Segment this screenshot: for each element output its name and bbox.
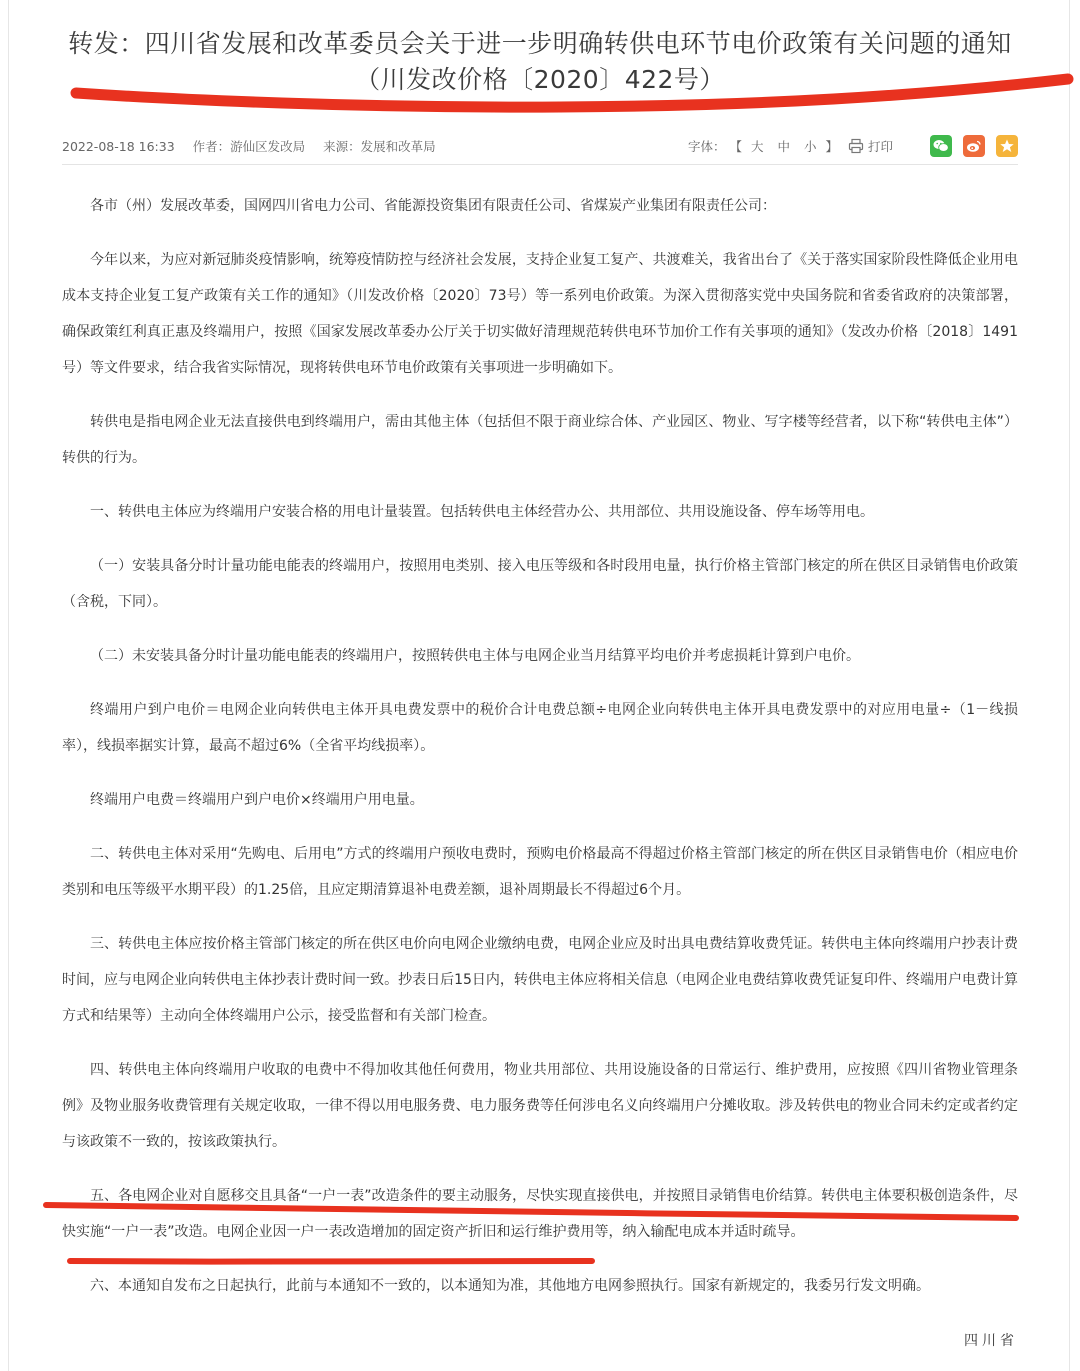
meta-info bbox=[62, 137, 450, 155]
print-label: 打印 bbox=[867, 139, 893, 154]
print-button[interactable] bbox=[848, 137, 893, 155]
article-meta-bar bbox=[62, 130, 1018, 165]
printer-icon bbox=[848, 138, 864, 154]
paragraph-salutation: 各市（州）发展改革委，国网四川省电力公司、省能源投资集团有限责任公司、省煤炭产业集团有限责任公司： bbox=[90, 198, 776, 214]
font-size-label: 字体： bbox=[687, 139, 726, 154]
paragraph-item-1: 一、转供电主体应为终端用户安装合格的用电计量装置。包括转供电主体经营办公、共用部位、共用设施设备、停车场等用电。 bbox=[90, 504, 874, 520]
paragraph-background: 今年以来，为应对新冠肺炎疫情影响，统筹疫情防控与经济社会发展，支持企业复工复产、共渡难关，我省出台了《关于落实国家阶段性降低企业用电成本支持企业复工复产政策有关工作的通知》（川发改价格〔2020〕73号）等一系列电价政策。为深入贯彻落实党中央国务院和省委省政府的决策部署，确保政策红利真正惠及终端用户，按照《国家发展改革委办公厅关于切实做好清理规范转供电环节加价工作有关事项的通知》（发改办价格〔2018〕1491号）等文件要求，结合我省实际情况，现将转供电环节电价政策有关事项进一步明确如下。 bbox=[62, 252, 1018, 376]
bracket-close: 】 bbox=[825, 139, 838, 154]
font-size-control bbox=[688, 137, 838, 155]
author-label: 作者：游仙区发改局 bbox=[192, 139, 306, 154]
toolbar bbox=[688, 132, 1018, 160]
paragraph-definition: 转供电是指电网企业无法直接供电到终端用户，需由其他主体（包括但不限于商业综合体、产业园区、物业、写字楼等经营者，以下称“转供电主体”）转供的行为。 bbox=[62, 414, 1018, 466]
article-doc-number: （川发改价格〔2020〕422号） bbox=[355, 65, 725, 94]
share-wechat-button[interactable] bbox=[930, 135, 952, 157]
share-qzone-button[interactable] bbox=[996, 135, 1018, 157]
source-label: 来源：发展和改革局 bbox=[323, 139, 436, 154]
paragraph-item-5: 五、各电网企业对自愿移交且具备“一户一表”改造条件的要主动服务，尽快实现直接供电，并按照目录销售电价结算。转供电主体要积极创造条件，尽快实施“一户一表”改造。电网企业因一户一表改造增加的固定资产折旧和运行维护费用等，纳入输配电成本并适时疏导。 bbox=[62, 1188, 1018, 1240]
paragraph-price-formula: 终端用户到户电价＝电网企业向转供电主体开具电费发票中的税价合计电费总额÷电网企业向转供电主体开具电费发票中的对应用电量÷（1－线损率），线损率据实计算，最高不超过6%（全省平均线损率）。 bbox=[62, 702, 1018, 754]
paragraph-item-2: 二、转供电主体对采用“先购电、后用电”方式的终端用户预收电费时，预购电价格最高不得超过价格主管部门核定的所在供区目录销售电价（相应电价类别和电压等级平水期平段）的1.25倍，且应定期清算退补电费差额，退补周期最长不得超过6个月。 bbox=[62, 846, 1018, 898]
wechat-icon bbox=[933, 139, 949, 153]
article-body bbox=[62, 188, 1018, 1322]
paragraph-item-3: 三、转供电主体应按价格主管部门核定的所在供区电价向电网企业缴纳电费，电网企业应及时出具电费结算收费凭证。转供电主体向终端用户抄表计费时间，应与电网企业向转供电主体抄表计费时间一致。抄表日后15日内，转供电主体应将相关信息（电网企业电费结算收费凭证复印件、终端用户电费计算方式和结果等）主动向全体终端用户公示，接受监督和有关部门检查。 bbox=[62, 936, 1018, 1024]
font-size-small-button[interactable]: 小 bbox=[803, 139, 817, 154]
paragraph-item-6: 六、本通知自发布之日起执行，此前与本通知不一致的，以本通知为准，其他地方电网参照执行。国家有新规定的，我委另行发文明确。 bbox=[90, 1278, 930, 1294]
article-title: 转发：四川省发展和改革委员会关于进一步明确转供电环节电价政策有关问题的通知 bbox=[68, 29, 1012, 58]
paragraph-fee-formula: 终端用户电费＝终端用户到户电价×终端用户用电量。 bbox=[90, 792, 424, 808]
signature: 四川省 bbox=[964, 1333, 1018, 1349]
publish-datetime: 2022-08-18 16:33 bbox=[62, 139, 175, 154]
qzone-star-icon bbox=[999, 138, 1015, 154]
share-weibo-button[interactable] bbox=[963, 135, 985, 157]
paragraph-item-4: 四、转供电主体向终端用户收取的电费中不得加收其他任何费用，物业共用部位、共用设施设备的日常运行、维护费用，应按照《四川省物业管理条例》及物业服务收费管理有关规定收取，一律不得以用电服务费、电力服务费等任何涉电名义向终端用户分摊收取。涉及转供电的物业合同未约定或者约定与该政策不一致的，按该政策执行。 bbox=[62, 1062, 1018, 1150]
font-size-large-button[interactable]: 大 bbox=[750, 139, 764, 154]
weibo-icon bbox=[966, 139, 982, 153]
paragraph-item-1-1: （一）安装具备分时计量功能电能表的终端用户，按照用电类别、接入电压等级和各时段用电量，执行价格主管部门核定的所在供区目录销售电价政策（含税，下同）。 bbox=[62, 558, 1018, 610]
font-size-medium-button[interactable]: 中 bbox=[777, 139, 790, 154]
paragraph-item-1-2: （二）未安装具备分时计量功能电能表的终端用户，按照转供电主体与电网企业当月结算平均电价并考虑损耗计算到户电价。 bbox=[90, 648, 860, 664]
bracket-open: 【 bbox=[729, 139, 742, 154]
